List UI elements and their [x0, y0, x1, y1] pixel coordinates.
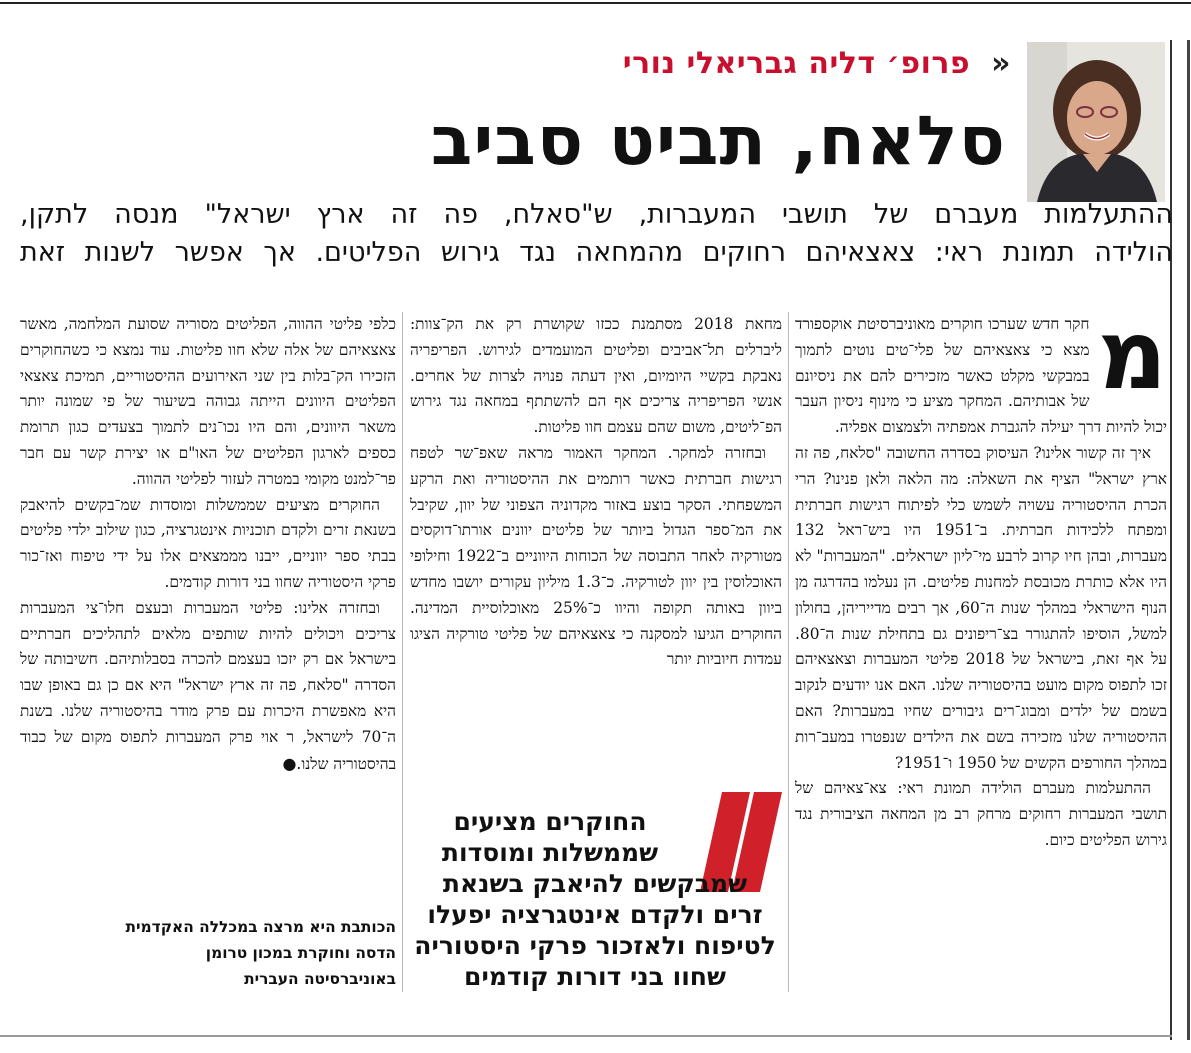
- author-note-line: הדסה וחוקרת במכון טרומן: [205, 944, 396, 962]
- article-column-3: [20, 312, 396, 872]
- pullquote-line: זרים ולקדם אינטגרציה יפעלו: [427, 900, 763, 929]
- paragraph: ההתעלמות מעברם הולידה תמונת ראי: צא־צאיהם של תושבי המעברות רחוקים מרחק רב מן המחאה הציבורית נגד גירוש הפליטים כיום.: [795, 779, 1167, 849]
- author-portrait-image: [1027, 42, 1165, 202]
- author-photo: [1027, 42, 1165, 202]
- end-mark: ●: [282, 753, 297, 773]
- paragraph: חקר חדש שערכו חוקרים מאוניברסיטת אוקספורד מצא כי צאצאיהם של פלי־טים נוטים לתמוך במבקשי מקלט כאשר מזכירים להם את ניסיונם של אבותיהם. המחקר מציע כי מינוף ניסיון העבר יכול להיות דרך יעילה להגברת אמפתיה ולצמצום אפליה.: [795, 315, 1167, 437]
- paragraph: מחאת 2018 מסתמנת ככזו שקושרת רק את הק־צוות: ליברלים תל־אביבים ופליטים המועמדים לגירוש. הפריפריה נאבקת בקשיי היומיום, ואין דעתה פנויה לצרות של אחרים. אנשי הפריפריה צריכים אף הם להשתתף במחאה נגד גירוש הפ־ליטים, משום שהם עצמם חוו פליטות.: [410, 315, 783, 437]
- author-note-line: באוניברסיטה העברית: [244, 970, 396, 988]
- pullquote-line: שממשלות ומוסדות: [441, 838, 659, 867]
- pullquote-top: [414, 806, 686, 868]
- paragraph: החוקרים מציעים שממשלות ומוסדות שמ־בקשים להיאבק בשנאת זרים ולקדם תוכניות אינטגרציה, כגון שילוב ילדי פליטים בבתי ספר יווניים, ייבנו מממצאים אלו על ידי טיפוח ואז־כור פרקי היסטוריה שחוו בני דורות קודמים.: [20, 495, 396, 591]
- article-column-2: [410, 312, 783, 669]
- author-name: פרופ׳ דליה גבריאלי נורי: [622, 46, 971, 81]
- paragraph: איך זה קשור אלינו? העיסוק בסדרה החשובה "סלאח, פה זה ארץ ישראל" הציף את השאלה: מה הלאה ולאן פנינו? הרי הכרת ההיסטוריה עשויה לשמש כלי לפיתוח רגישות חברתית ומפתח ללכידות חברתית. ב־1951 היו ביש־ראל 132 מעברות, ובהן חיו קרוב לרבע מי־ליון ישראלים. "המעברות" לא היו אלא כותרת מכובסת למחנות פליטים. הן נעלמו בהדרגה מן הנוף הישראלי במהלך שנות ה־60, אך רבים מדייריהן, בחולון למשל, הוסיפו להתגורר בצ־ריפונים גם בתחילת שנות ה־80. על אף זאת, בישראל של 2018 פליטי המעברות וצאצאיהם זכו לתפוס מקום מועט בהיסטוריה שלנו. האם אנו יודעים לנקוב בשמם של ילדים ומבוג־רים גיבורים שחיו במעברות? האם ההיסטוריה שלנו מזכירה בשם את הילדים שנפטרו במעב־רות במהלך החורפים הקשים של 1950 ו־1951?: [795, 443, 1167, 772]
- byline: [623, 46, 1011, 81]
- column-divider-1: [788, 312, 789, 992]
- subheadline-line-1: ההתעלמות מעברם של תושבי המעברות, ש"סאלח, פה זה ארץ ישראל" מנסה לתקן,: [20, 199, 1173, 230]
- paragraph: כלפי פליטי ההווה, הפליטים מסוריה שסועת המלחמה, מאשר צאצאיהם של אלה שלא חוו פליטות. עוד נמצא כי כשהחוקרים הזכירו הק־בלות בין שני האירועים ההיסטוריים, תמיכת צאצאי הפליטים היוונים הייתה גבוהה בשיעור של פי שמונה יותר משאר היוונים, והם היו נכו־נים לתמוך בצעדים כגון תרומת כספים לארגון הפליטים של האו"ם או יצירת קשר עם חבר פר־למנט מקומי במטרה לעזור לפליטי ההווה.: [20, 315, 396, 488]
- paragraph-text: ובחזרה אלינו: פליטי המעברות ובעצם חלו־צי המעברות צריכים ויכולים להיות שותפים מלאים לתהליכים חברתיים בישראל אם רק יזכו בעצמם להכרה בסבלותיהם. חשיבותה של הסדרה "סלאח, פה זה ארץ ישראל" היא אם כן גם באופן שבו היא מאפשרת היכרות עם פרק מודר בהיסטוריה שלנו. בשנת ה־70 לישראל, ר אוי פרק המעברות לתפוס מקום של כבוד בהיסטוריה שלנו.: [20, 598, 396, 773]
- subheadline-line-2: הולידה תמונת ראי: צאצאיהם רחוקים מהמחאה נגד גירוש הפליטים. אך אפשר לשנות זאת: [20, 237, 1173, 268]
- pullquote-line: החוקרים מציעים: [453, 807, 647, 836]
- right-rule: [1170, 40, 1172, 1040]
- page-edge: [1187, 40, 1190, 1040]
- pullquote-line: שחוו בני דורות קודמים: [464, 962, 726, 991]
- headline: סלאח, תביט סביב: [430, 102, 1006, 181]
- top-rule: [0, 2, 1191, 4]
- pullquote-line: שמבקשים להיאבק בשנאת: [442, 869, 748, 898]
- pullquote-line: לטיפוח ולאזכור פרקי היסטוריה: [414, 931, 776, 960]
- paragraph: ובחזרה למחקר. המחקר האמור מראה שאפ־שר לטפח רגישות חברתית כאשר רותמים את ההיסטוריה ואת הרקע המשפחתי. הסקר בוצע באזור מקדוניה הצפוני של יוון, שקיבל את המ־ספר הגדול ביותר של פליטים יוונים אורתו־דוקסים מטורקיה לאחר התבוסה של הכוחות היווניים ב־1922 וחילופי האוכלוסין בין יוון לטורקיה. כ־1.3 מיליון עקורים יושבו מחדש ביוון באותה תקופה והיוו כ־25% מאוכלוסיית המדינה. החוקרים הגיעו למסקנה כי צאצאיהם של פליטי טורקיה הציגו עמדות חיוביות יותר: [410, 443, 782, 669]
- paragraph: [20, 596, 396, 778]
- double-chevron-icon: «: [991, 46, 1011, 81]
- author-note: [20, 914, 396, 992]
- pullquote-bottom: [414, 868, 776, 992]
- subheadline: [20, 196, 1173, 272]
- bottom-rule: [0, 1035, 1172, 1037]
- drop-cap: מ: [1097, 299, 1167, 411]
- column-divider-2: [402, 312, 403, 992]
- article-column-1: [795, 299, 1167, 1032]
- author-note-line: הכותבת היא מרצה במכללה האקדמית: [125, 918, 396, 936]
